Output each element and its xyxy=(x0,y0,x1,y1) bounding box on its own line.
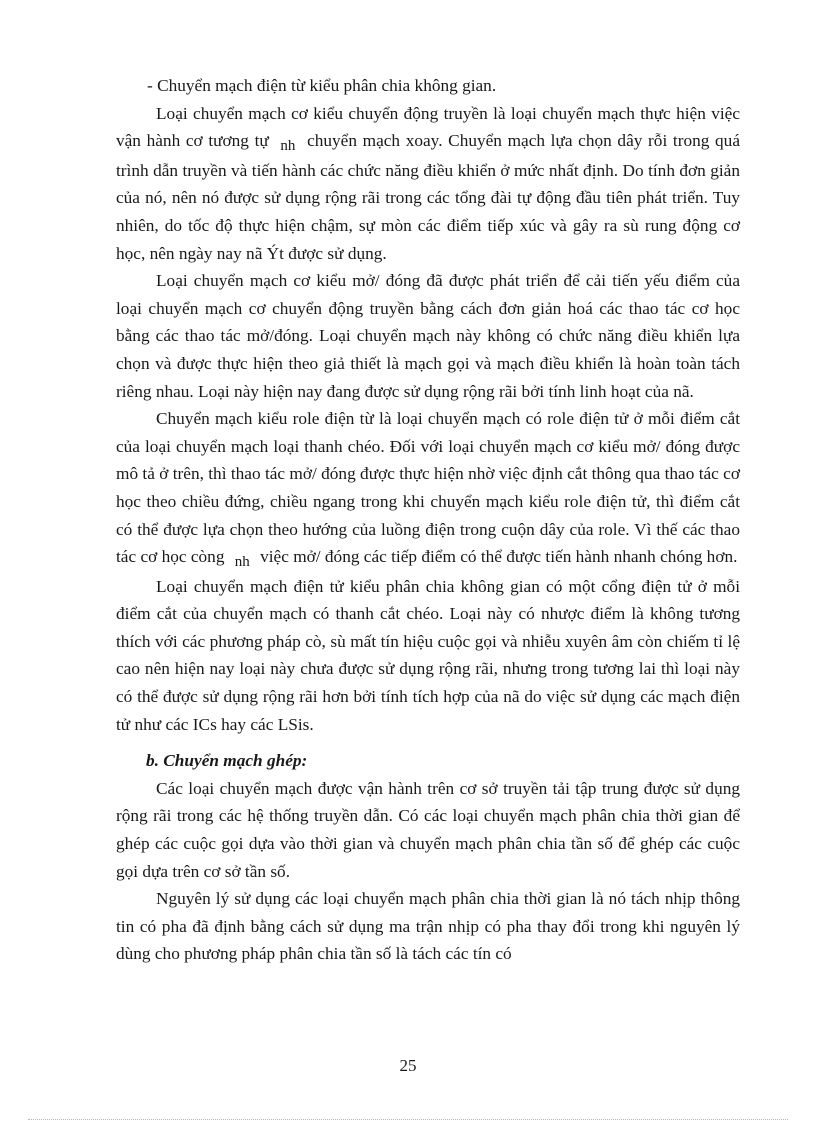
paragraph-text: Loại chuyển mạch cơ kiểu mở/ đóng đã được phát triển để cải tiến yếu điểm của loại chuyển mạch cơ chuyển động truyền bằng cách đơn giản hoá các thao tác cơ học bằng các thao tác mở/đóng. Loại chuyển mạch này không có chức năng điều khiển lựa chọn và được thực hiện theo giả thiết là mạch gọi và mạch điều khiển là hoàn toàn tách riêng nhau. Loại này hiện nay đang được sử dụng rộng rãi bởi tính linh hoạt của nã. xyxy=(116,271,740,401)
paragraph-text: Loại chuyển mạch điện tử kiểu phân chia không gian có một cổng điện tử ở mỗi điểm cắt của chuyển mạch có thanh cắt chéo. Loại này có nhược điểm là không tương thích với các phương pháp cò, sù mất tín hiệu cuộc gọi và nhiễu xuyên âm còn chiếm tỉ lệ cao nên hiện nay loại này chưa được sử dụng rộng rãi, nhưng trong tương lai thì loại này có thể được sử dụng rộng rãi hơn bởi tính tích hợp của nã do việc sử dụng các mạch điện tử như các ICs hay các LSis. xyxy=(116,576,740,734)
subscript-fragment: nh xyxy=(234,554,250,571)
paragraph-mechanical-open-close xyxy=(116,267,740,405)
paragraph-text: Các loại chuyển mạch được vận hành trên cơ sở truyền tải tập trung được sử dụng rộng rãi trong các hệ thống truyền dẫn. Có các loại chuyển mạch phân chia thời gian để ghép các cuộc gọi dựa vào thời gian và chuyển mạch phân chia tần số để ghép các cuộc gọi dựa trên cơ sở tần số. xyxy=(116,778,740,881)
paragraph-text: chuyển mạch xoay. Chuyển mạch lựa chọn dây rỗi trong quá trình dẫn truyền và tiến hành các chức năng điều khiển ở mức nhất định. Do tính đơn giản của nó, nên nó được sử dụng rộng rãi trong các tổng đài tự động đầu tiên phát triển. Tuy nhiên, do tốc độ thực hiện chậm, sự mòn các điểm tiếp xúc và gây ra sù rung động cơ học, nên ngày nay nã Ýt được sử dụng. xyxy=(116,131,740,263)
section-heading: b. Chuyển mạch ghép: xyxy=(146,751,308,771)
paragraph-relay xyxy=(116,405,740,573)
paragraph-time-division-principle xyxy=(116,885,740,968)
subscript-fragment: nh xyxy=(280,138,296,155)
footer-divider xyxy=(28,1119,788,1120)
paragraph-text: Loại chuyển mạch cơ kiểu chuyển động truyền là loại chuyển mạch thực hiện việc vận hành cơ tương tự xyxy=(116,103,740,151)
paragraph-text: Nguyên lý sử dụng các loại chuyển mạch phân chia thời gian là nó tách nhịp thông tin có pha đã định bằng cách sử dụng ma trận nhịp có pha thay đổi trong khi nguyên lý dùng cho phương pháp phân chia tần số là tách các tín có xyxy=(116,889,740,964)
paragraph-electronic-space-division xyxy=(116,573,740,739)
paragraph-text: - Chuyển mạch điện từ kiểu phân chia không gian. xyxy=(147,76,497,95)
paragraph-text: việc mở/ đóng các tiếp điểm có thể được tiến hành nhanh chóng hơn. xyxy=(255,547,738,567)
paragraph-text: Chuyển mạch kiểu role điện từ là loại chuyển mạch có role điện tử ở mỗi điểm cắt của loại chuyển mạch loại thanh chéo. Đối với loại chuyển mạch cơ kiểu mở/ đóng được mô tả ở trên, thì thao tác mở/ đóng được thực hiện nhờ việc định cắt thông qua thao tác cơ học theo chiều đứng, chiều ngang trong khi chuyển mạch kiểu role điện tử, thì điểm cắt có thể được lựa chọn theo hướng của luồng điện trong cuộn dây của role. Vì thế các thao tác cơ học còng xyxy=(116,409,740,567)
paragraph-multiplex-intro xyxy=(116,775,740,885)
document-body xyxy=(116,72,740,968)
paragraph-intro xyxy=(116,72,740,100)
page-number: 25 xyxy=(399,1056,417,1075)
paragraph-mechanical-rotary xyxy=(116,100,740,268)
